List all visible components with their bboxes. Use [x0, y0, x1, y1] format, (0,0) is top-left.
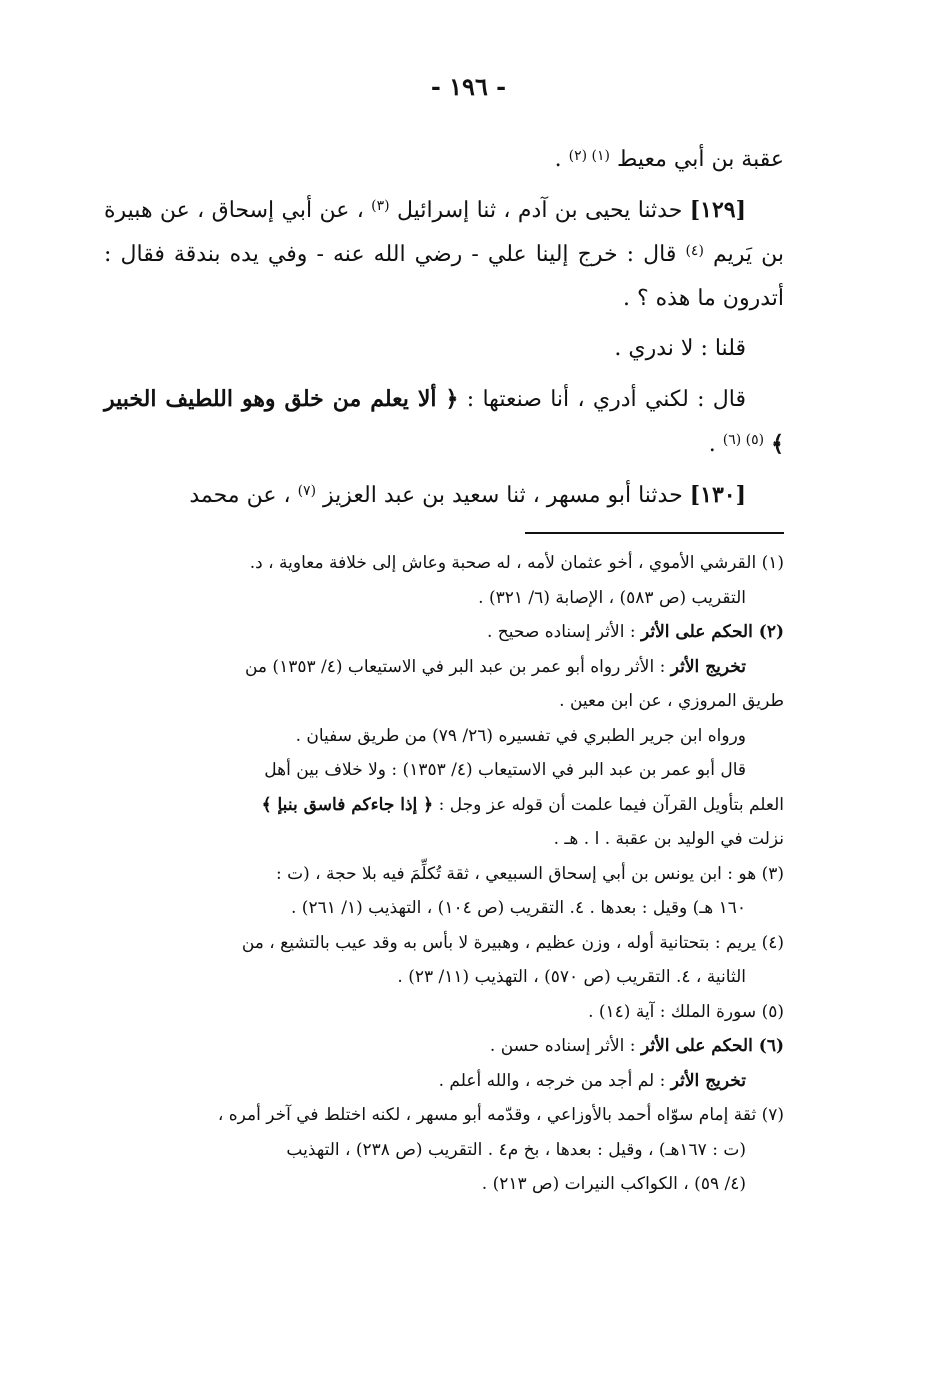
footnote-1: (١) القرشي الأموي ، أخو عثمان لأمه ، له صحبة وعاش إلى خلافة معاوية ، د. التقريب (ص ٥٨٣) ، الإصابة (٦/ ٣٢١) . [249, 553, 784, 608]
footnote-separator [525, 532, 784, 534]
quran-verse: ﴿ إذا جاءكم فاسق بنبإ ﴾ [261, 794, 434, 815]
footnote-refs[interactable]: (٥) (٦) [722, 432, 765, 448]
page-number: - ١٩٦ - [430, 72, 507, 101]
hadith-number: [١٣٠] [689, 482, 746, 508]
footnote-refs[interactable]: (١) (٢) [568, 148, 610, 164]
ruling-heading: (٢) الحكم على الأثر [640, 622, 784, 642]
hadith-129: [١٢٩] حدثنا يحيى بن آدم ، ثنا إسرائيل $^{(٣)}$ ، عن أبي إسحاق ، عن هبيرة بن يَريم $^{(٤)}$ قال : خرج إلينا علي - رضي الله عنه - وفي يده بندقة فقال : أتدرون ما هذه ؟ . [104, 197, 785, 311]
ali-statement: قال : لكني أدري ، أنا صنعتها : ﴿ ألا يعلم من خلق وهو اللطيف الخبير ﴾ $^{(٥) (٦)}$ . [104, 386, 784, 457]
main-text [104, 138, 784, 524]
footnote-2: (٢) الحكم على الأثر : الأثر إسناده صحيح . تخريج الأثر : الأثر رواه أبو عمر بن عبد البر في الاستيعاب (٤/ ١٣٥٣) من طريق المروزي ، عن ابن معين . ورواه ابن جرير الطبري في تفسيره (٢٦/ ٧٩) من طريق سفيان . قال أبو عمر بن عبد البر في الاستيعاب (٤/ ١٣٥٣) : ولا خلاف بين أهل العلم بتأويل القرآن فيما علمت أن قوله عز وجل : ﴿ إذا جاءكم فاسق بنبإ ﴾ نزلت في الوليد بن عقبة . ا . هـ . [244, 622, 784, 849]
footnote-3: (٣) هو : ابن يونس بن أبي إسحاق السبيعي ، ثقة تُكلِّمَ فيه بلا حجة ، (ت : ١٦٠ هـ) وقيل : بعدها . ٤. التقريب (ص ١٠٤) ، التهذيب (١/ ٢٦١) . [275, 863, 784, 918]
hadith-130: [١٣٠] حدثنا أبو مسهر ، ثنا سعيد بن عبد العزيز $^{(٧)}$ ، عن محمد [189, 482, 746, 508]
footnote-ref[interactable]: (٤) [685, 243, 704, 259]
footnote-ref[interactable]: (٣) [371, 198, 390, 214]
quran-verse: ﴿ ألا يعلم من خلق وهو اللطيف الخبير ﴾ [104, 386, 784, 457]
footnote-7: (٧) ثقة إمام سوّاه أحمد بالأوزاعي ، وقدّمه أبو مسهر ، لكنه اختلط في آخر أمره ، (ت : ١٦٧هـ) ، وقيل : بعدها ، بخ م٤ . التقريب (ص ٢٣٨) ، التهذيب (٤/ ٥٩) ، الكواكب النيرات (ص ٢١٣) . [217, 1105, 784, 1194]
footnote-ref[interactable]: (٧) [297, 483, 317, 499]
footnotes [104, 546, 784, 1202]
footnote-4: (٤) يريم : بتحتانية أوله ، وزن عظيم ، وهبيرة لا بأس به وقد عيب بالتشيع ، من الثانية ، ٤. التقريب (ص ٥٧٠) ، التهذيب (١١/ ٢٣) . [241, 932, 784, 987]
hadith-number: [١٢٩] [689, 197, 746, 223]
ruling-heading: (٦) الحكم على الأثر [640, 1036, 784, 1056]
takhrij-heading: تخريج الأثر [670, 656, 746, 677]
reply-paragraph: قلنا : لا ندري . [614, 336, 746, 361]
footnote-5: (٥) سورة الملك : آية (١٤) . [588, 1001, 784, 1022]
footnote-6: (٦) الحكم على الأثر : الأثر إسناده حسن . تخريج الأثر : لم أجد من خرجه ، والله أعلم . [438, 1036, 784, 1091]
paragraph-continuation: عقبة بن أبي معيط $^{(١) (٢)}$ . [554, 147, 784, 172]
takhrij-heading: تخريج الأثر [670, 1070, 746, 1091]
